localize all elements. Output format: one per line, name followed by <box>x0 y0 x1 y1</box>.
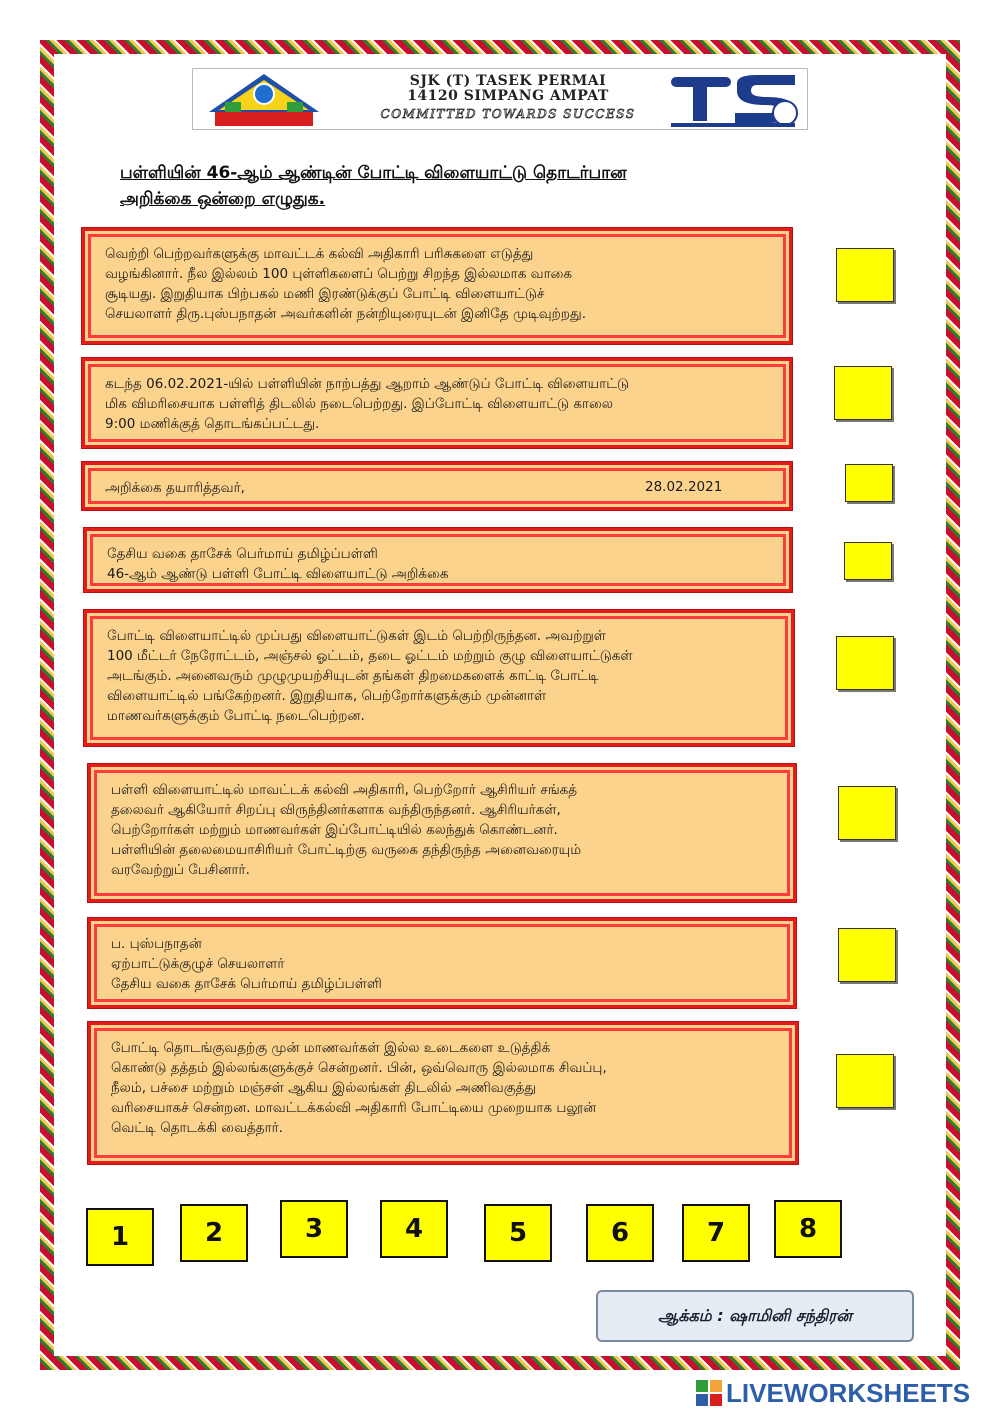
box-text-line: போட்டி தொடங்குவதற்கு முன் மாணவர்கள் இல்ல உடைகளை உடுத்திக் <box>111 1040 551 1056</box>
school-header-banner <box>192 68 808 130</box>
box-text-line: கொண்டு தத்தம் இல்லங்களுக்குச் சென்றனர். பின், ஒவ்வொரு இல்லமாக சிவப்பு, <box>111 1060 607 1076</box>
answer-drop-box[interactable] <box>838 786 896 840</box>
box-text-line: மாணவர்களுக்கும் போட்டி நடைபெற்றன. <box>107 708 365 724</box>
box-text-line: தலைவர் ஆகியோர் சிறப்பு விருந்தினர்களாக வந்திருந்தனர். ஆசிரியர்கள், <box>111 802 561 818</box>
box-text-line: பள்ளி விளையாட்டில் மாவட்டக் கல்வி அதிகாரி, பெற்றோர் ஆசிரியர் சங்கத் <box>111 782 578 798</box>
box-text-line: 100 மீட்டர் நேரோட்டம், அஞ்சல் ஓட்டம், தடை ஓட்டம் மற்றும் குழு விளையாட்டுகள் <box>107 648 633 664</box>
box-text-line: மிக விமரிசையாக பள்ளித் திடலில் நடைபெற்றது. இப்போட்டி விளையாட்டு காலை <box>105 396 613 412</box>
school-name: SJK (T) TASEK PERMAI <box>409 73 607 89</box>
box-text-line: கடந்த 06.02.2021-யில் பள்ளியின் நாற்பத்து ஆறாம் ஆண்டுப் போட்டி விளையாட்டு <box>105 376 630 392</box>
number-tile-4[interactable]: 4 <box>380 1200 448 1258</box>
box-text-line: அடங்கும். அனைவரும் முழுமுயற்சியுடன் தங்கள் திறமைகளைக் காட்டி போட்டி <box>107 668 599 684</box>
box-text-line: 46-ஆம் ஆண்டு பள்ளி போட்டி விளையாட்டு அறிக்கை <box>107 566 449 582</box>
paragraph-box-signature <box>88 918 796 1008</box>
number-tile-8[interactable]: 8 <box>774 1200 842 1258</box>
answer-drop-box[interactable] <box>836 636 894 690</box>
box-text-line: 9:00 மணிக்குத் தொடங்கப்பட்டது. <box>105 416 320 432</box>
school-address: 14120 SIMPANG AMPAT <box>407 88 609 104</box>
box-text-line: நீலம், பச்சை மற்றும் மஞ்சள் ஆகிய இல்லங்கள் திடலில் அணிவகுத்து <box>111 1080 537 1096</box>
liveworksheets-logo <box>696 1378 996 1408</box>
worksheet-title <box>120 160 820 212</box>
number-tile-3[interactable]: 3 <box>280 1200 348 1258</box>
answer-drop-box[interactable] <box>834 366 892 420</box>
box-text-line: போட்டி விளையாட்டில் முப்பது விளையாட்டுகள் இடம் பெற்றிருந்தன. அவற்றுள் <box>107 628 606 644</box>
liveworksheets-badge-icon <box>696 1380 722 1406</box>
liveworksheets-wordmark: LIVEWORKSHEETS <box>726 1377 971 1408</box>
paragraph-box-opening <box>82 358 792 448</box>
box-text-line: அறிக்கை தயாரித்தவர், <box>105 480 245 496</box>
box-text-line: வழங்கினார். நீல இல்லம் 100 புள்ளிகளைப் பெற்று சிறந்த இல்லமாக வாகை <box>105 266 573 282</box>
box-text-line: வரவேற்றுப் பேசினார். <box>111 862 250 878</box>
box-text-line: வெற்றி பெற்றவர்களுக்கு மாவட்டக் கல்வி அதிகாரி பரிசுகளை எடுத்து <box>105 246 534 262</box>
box-text-line: வரிசையாகச் சென்றன. மாவட்டக்கல்வி அதிகாரி போட்டியை முறையாக பலூன் <box>111 1100 597 1116</box>
school-motto: COMMITTED TOWARDS SUCCESS <box>380 107 636 121</box>
box-text-line: ப. புஸ்பநாதன் <box>111 936 202 952</box>
title-line-2: அறிக்கை ஒன்றை எழுதுக. <box>120 189 326 209</box>
paragraph-box-prepared-by <box>82 462 792 510</box>
school-crest-icon <box>205 72 323 128</box>
answer-drop-box[interactable] <box>845 464 893 502</box>
paragraph-box-march-past <box>88 1022 798 1164</box>
box-text-line: சூடியது. இறுதியாக பிற்பகல் மணி இரண்டுக்குப் போட்டி விளையாட்டுச் <box>105 286 545 302</box>
paragraph-box-events <box>84 610 794 746</box>
paragraph-box-heading <box>84 528 792 592</box>
box-text-line: ஏற்பாட்டுக்குழுச் செயலாளர் <box>111 956 285 972</box>
ts25-logo-icon <box>667 71 803 129</box>
number-tile-1[interactable]: 1 <box>86 1208 154 1266</box>
answer-drop-box[interactable] <box>836 1054 894 1108</box>
box-text-line: வெட்டி தொடக்கி வைத்தார். <box>111 1120 283 1136</box>
number-tile-2[interactable]: 2 <box>180 1204 248 1262</box>
box-text-line: தேசிய வகை தாசேக் பெர்மாய் தமிழ்ப்பள்ளி <box>111 976 382 992</box>
paragraph-box-closing <box>82 228 792 344</box>
answer-drop-box[interactable] <box>844 542 892 580</box>
number-tile-5[interactable]: 5 <box>484 1204 552 1262</box>
author-credit: ஆக்கம் : ஷாமினி சந்திரன் <box>596 1290 914 1342</box>
number-tile-7[interactable]: 7 <box>682 1204 750 1262</box>
number-tile-6[interactable]: 6 <box>586 1204 654 1262</box>
box-text-line: தேசிய வகை தாசேக் பெர்மாய் தமிழ்ப்பள்ளி <box>107 546 378 562</box>
paragraph-box-guests <box>88 764 796 902</box>
box-text-line: பெற்றோர்கள் மற்றும் மாணவர்கள் இப்போட்டியில் கலந்துக் கொண்டனர். <box>111 822 558 838</box>
report-date: 28.02.2021 <box>645 479 723 495</box>
answer-drop-box[interactable] <box>836 248 894 302</box>
box-text-line: செயலாளர் திரு.புஸ்பநாதன் அவர்களின் நன்றியுரையுடன் இனிதே முடிவுற்றது. <box>105 306 586 322</box>
box-text-line: விளையாட்டில் பங்கேற்றனர். இறுதியாக, பெற்றோர்களுக்கும் முன்னாள் <box>107 688 547 704</box>
answer-drop-box[interactable] <box>838 928 896 982</box>
title-line-1: பள்ளியின் 46-ஆம் ஆண்டின் போட்டி விளையாட்டு தொடர்பான <box>120 163 627 183</box>
box-text-line: பள்ளியின் தலைமையாசிரியர் போட்டிற்கு வருகை தந்திருந்த அனைவரையும் <box>111 842 582 858</box>
